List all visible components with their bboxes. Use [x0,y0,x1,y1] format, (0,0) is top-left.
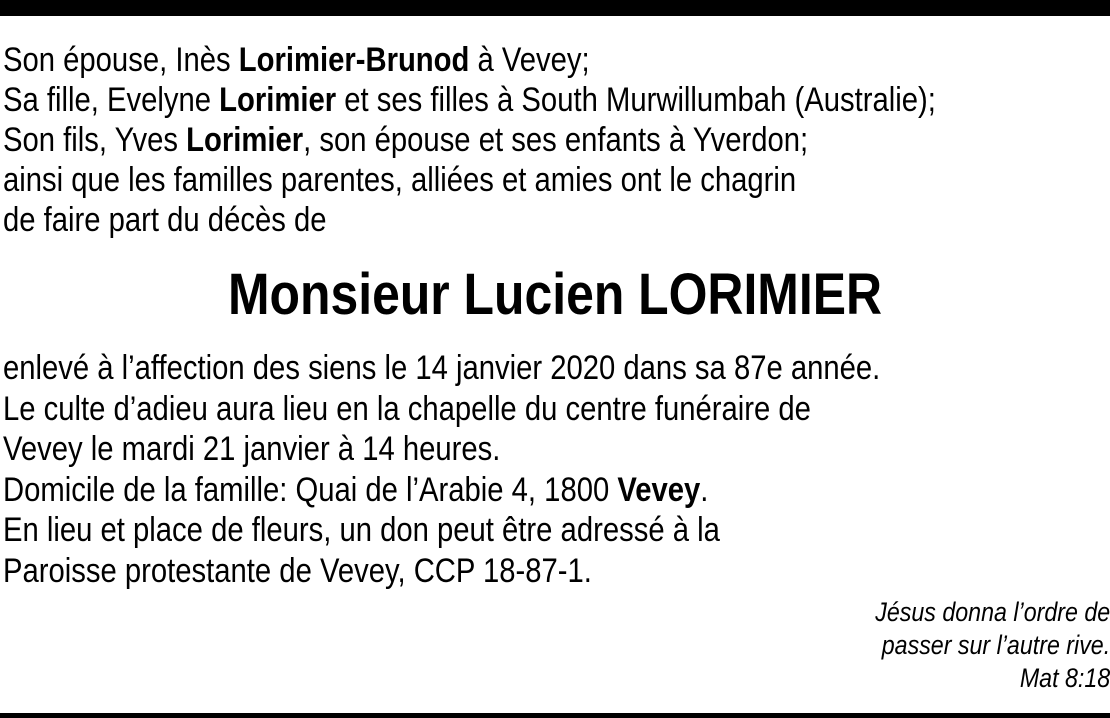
detail-line-domicile: Domicile de la famille: Quai de l’Arabie 4, 1800 Vevey. [3,470,709,509]
top-rule [0,0,1110,16]
intro-line-announce: de faire part du décès de [3,201,327,239]
detail-line-parish: Paroisse protestante de Vevey, CCP 18-87-1. [3,551,592,590]
intro-line-families: ainsi que les familles parentes, alliées et amies ont le chagrin [3,161,797,199]
quote-line-1: Jésus donna l’ordre de [875,597,1110,627]
intro-line-son: Son fils, Yves Lorimier, son épouse et ses enfants à Yverdon; [3,121,809,159]
bottom-rule [0,713,1110,718]
intro-line-daughter: Sa fille, Evelyne Lorimier et ses filles à South Murwillumbah (Australie); [3,81,936,119]
bible-quote [875,596,1110,695]
family-announcement [3,40,953,240]
quote-line-2: passer sur l’autre rive. [881,630,1110,660]
notice-details [3,348,953,591]
quote-reference: Mat 8:18 [1019,663,1110,693]
detail-line-service: Le culte d’adieu aura lieu en la chapelle du centre funéraire de [3,389,811,428]
detail-line-donation: En lieu et place de fleurs, un don peut être adressé à la [3,511,720,549]
detail-line-death: enlevé à l’affection des siens le 14 janvier 2020 dans sa 87e année. [3,349,881,387]
intro-line-spouse: Son épouse, Inès Lorimier-Brunod à Vevey; [3,41,590,79]
deceased-name: Monsieur Lucien LORIMIER [227,262,883,327]
detail-line-service-date: Vevey le mardi 21 janvier à 14 heures. [3,430,501,468]
